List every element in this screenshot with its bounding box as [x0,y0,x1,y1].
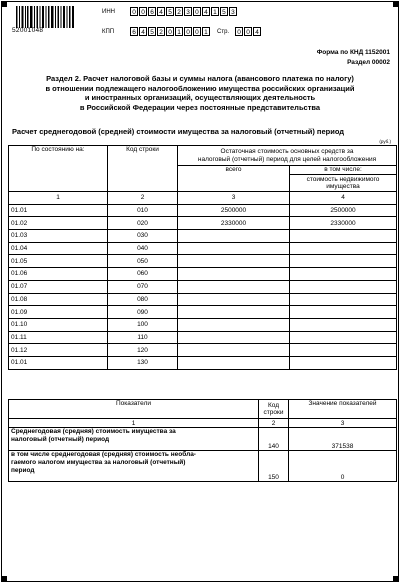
row-total-value[interactable] [178,230,290,243]
row-total-value[interactable] [178,242,290,255]
header-indicators: Показатели [9,400,259,419]
kpp-digit-cell[interactable]: 0 [193,27,201,36]
row-code: 040 [108,242,178,255]
table-row [9,217,397,230]
header-code-line: строки [263,409,284,416]
row-indicator-label-line: налоговый (отчетный) период [11,436,110,443]
table-row [9,428,397,451]
row-realty-value[interactable] [290,293,397,306]
row-code: 110 [108,331,178,344]
tax-form-page [1,1,399,582]
row-total-value[interactable] [178,255,290,268]
row-code: 070 [108,280,178,293]
section-title-line: в отношении подлежащего налогообложению имущества российских организаций [45,83,355,93]
barcode-number: 52001048 [12,27,44,34]
row-code: 090 [108,306,178,319]
header-including: в том числе: [290,166,397,175]
row-code: 100 [108,318,178,331]
section-title [12,74,388,112]
inn-digit-cell[interactable]: 0 [193,7,201,16]
inn-digit-cell[interactable]: 0 [139,7,147,16]
header-residual-line: налоговый (отчетный) период для целей налогообложения [197,155,377,163]
row-indicator-label-line: период [11,467,35,474]
row-indicator-label-line: в том числе среднегодовая (средняя) стоимость необла- [11,451,196,458]
inn-digit-cell[interactable]: 5 [166,7,174,16]
header-date: По состоянию на: [9,146,108,192]
row-code: 140 [259,428,289,451]
table-row [9,344,397,357]
inn-digit-cell[interactable]: 6 [148,7,156,16]
row-value[interactable]: 371538 [289,428,397,451]
row-date: 01.02 [9,217,108,230]
row-code: 130 [108,356,178,369]
row-total-value[interactable]: 2500000 [178,204,290,217]
row-realty-value[interactable] [290,306,397,319]
row-date: 01.09 [9,306,108,319]
header-total: всего [178,166,290,192]
row-code: 010 [108,204,178,217]
row-indicator-label-line: гаемого налогом имущества за налоговый (отчетный) [11,459,186,466]
row-realty-value[interactable] [290,344,397,357]
inn-label: ИНН [102,9,115,15]
row-realty-value[interactable] [290,318,397,331]
table-row [9,331,397,344]
row-code: 060 [108,268,178,281]
inn-digit-cell[interactable]: 3 [184,7,192,16]
row-code: 080 [108,293,178,306]
header-code-line: Код [267,401,280,409]
row-date: 01.05 [9,255,108,268]
row-realty-value[interactable] [290,255,397,268]
inn-digit-cell[interactable]: 1 [211,7,219,16]
col-number: 1 [9,192,108,205]
header-code: Код строки [108,146,178,192]
header-residual-line: Остаточная стоимость основных средств за [220,148,354,155]
kpp-digit-cell[interactable]: 0 [166,27,174,36]
row-date: 01.11 [9,331,108,344]
row-total-value[interactable] [178,356,290,369]
header-code [259,400,289,419]
row-code: 020 [108,217,178,230]
row-total-value[interactable] [178,293,290,306]
inn-digit-cell[interactable]: 4 [157,7,165,16]
col-number: 3 [178,192,290,205]
row-indicator-label [9,428,259,451]
row-total-value[interactable] [178,318,290,331]
col-number: 2 [259,419,289,428]
inn-digit-cell[interactable]: 2 [175,7,183,16]
row-realty-value[interactable] [290,230,397,243]
corner-marker [1,576,7,582]
page-digit-cell[interactable]: 0 [235,27,243,36]
row-total-value[interactable] [178,306,290,319]
kpp-digit-cell[interactable]: 6 [130,27,138,36]
page-digit-cell[interactable]: 4 [253,27,261,36]
property-value-table [8,145,397,370]
corner-marker [393,576,399,582]
header-value: Значение показателей [289,400,397,419]
row-code: 030 [108,230,178,243]
header-realty-line: имущества [326,183,360,190]
kpp-digit-cell[interactable]: 5 [148,27,156,36]
inn-digit-cell[interactable]: 4 [202,7,210,16]
row-realty-value[interactable] [290,280,397,293]
row-total-value[interactable]: 2330000 [178,217,290,230]
table-row [9,306,397,319]
table-row [9,356,397,369]
row-value[interactable]: 0 [289,451,397,482]
corner-marker [393,1,399,7]
row-realty-value[interactable]: 2330000 [290,217,397,230]
kpp-field [130,27,211,36]
table1-title: Расчет среднегодовой (средней) стоимости имущества за налоговый (отчетный) период [12,127,345,136]
col-number: 4 [290,192,397,205]
kpp-digit-cell[interactable]: 0 [184,27,192,36]
header-residual [178,146,397,166]
row-realty-value[interactable]: 2500000 [290,204,397,217]
table-row [9,230,397,243]
corner-marker [1,1,7,7]
kpp-digit-cell[interactable]: 4 [139,27,147,36]
form-id [317,48,390,68]
page-label: Стр. [217,29,230,35]
section-title-line: и иностранных организаций, осуществляющих деятельность [84,93,316,102]
table-row [9,204,397,217]
row-code: 120 [108,344,178,357]
row-date: 01.12 [9,344,108,357]
inn-digit-cell[interactable]: 3 [229,7,237,16]
form-knd: Форма по КНД 1152001 [316,49,390,56]
row-date: 01.03 [9,230,108,243]
row-date: 01.08 [9,293,108,306]
row-total-value[interactable] [178,331,290,344]
row-indicator-label-line: Среднегодовая (средняя) стоимость имущества за [11,428,176,435]
col-number: 1 [9,419,259,428]
col-number: 2 [108,192,178,205]
row-date: 01.01 [9,204,108,217]
section-title-line: в Российской Федерации через постоянные представительства [79,102,321,112]
table-row [9,280,397,293]
table-row [9,451,397,482]
inn-digit-cell[interactable]: 5 [220,7,228,16]
page-number-field [235,27,262,36]
row-realty-value[interactable] [290,356,397,369]
row-date: 01.10 [9,318,108,331]
table-row [9,242,397,255]
row-realty-value[interactable] [290,331,397,344]
row-date: 01.04 [9,242,108,255]
row-date: 01.06 [9,268,108,281]
table-row [9,293,397,306]
header-realty-line: стоимость недвижимого [306,175,380,183]
row-code: 150 [259,451,289,482]
page-digit-cell[interactable]: 0 [244,27,252,36]
average-value-table [8,399,397,482]
row-date: 01.01 [9,356,108,369]
table-row [9,318,397,331]
row-realty-value[interactable] [290,268,397,281]
row-total-value[interactable] [178,268,290,281]
form-section-code: Раздел 00002 [347,59,390,66]
units-label: (руб.) [379,139,391,144]
kpp-digit-cell[interactable]: 1 [202,27,210,36]
kpp-label: КПП [102,29,115,35]
row-indicator-label [9,451,259,482]
table-row [9,255,397,268]
kpp-digit-cell[interactable]: 1 [175,27,183,36]
row-date: 01.07 [9,280,108,293]
section-title-line: Раздел 2. Расчет налоговой базы и суммы налога (авансового платежа по налогу) [46,74,354,83]
header-realty [290,175,397,192]
kpp-digit-cell[interactable]: 2 [157,27,165,36]
col-number: 3 [289,419,397,428]
row-realty-value[interactable] [290,242,397,255]
row-code: 050 [108,255,178,268]
inn-digit-cell[interactable]: 0 [130,7,138,16]
row-total-value[interactable] [178,344,290,357]
row-total-value[interactable] [178,280,290,293]
inn-field [130,7,238,16]
table-row [9,268,397,281]
